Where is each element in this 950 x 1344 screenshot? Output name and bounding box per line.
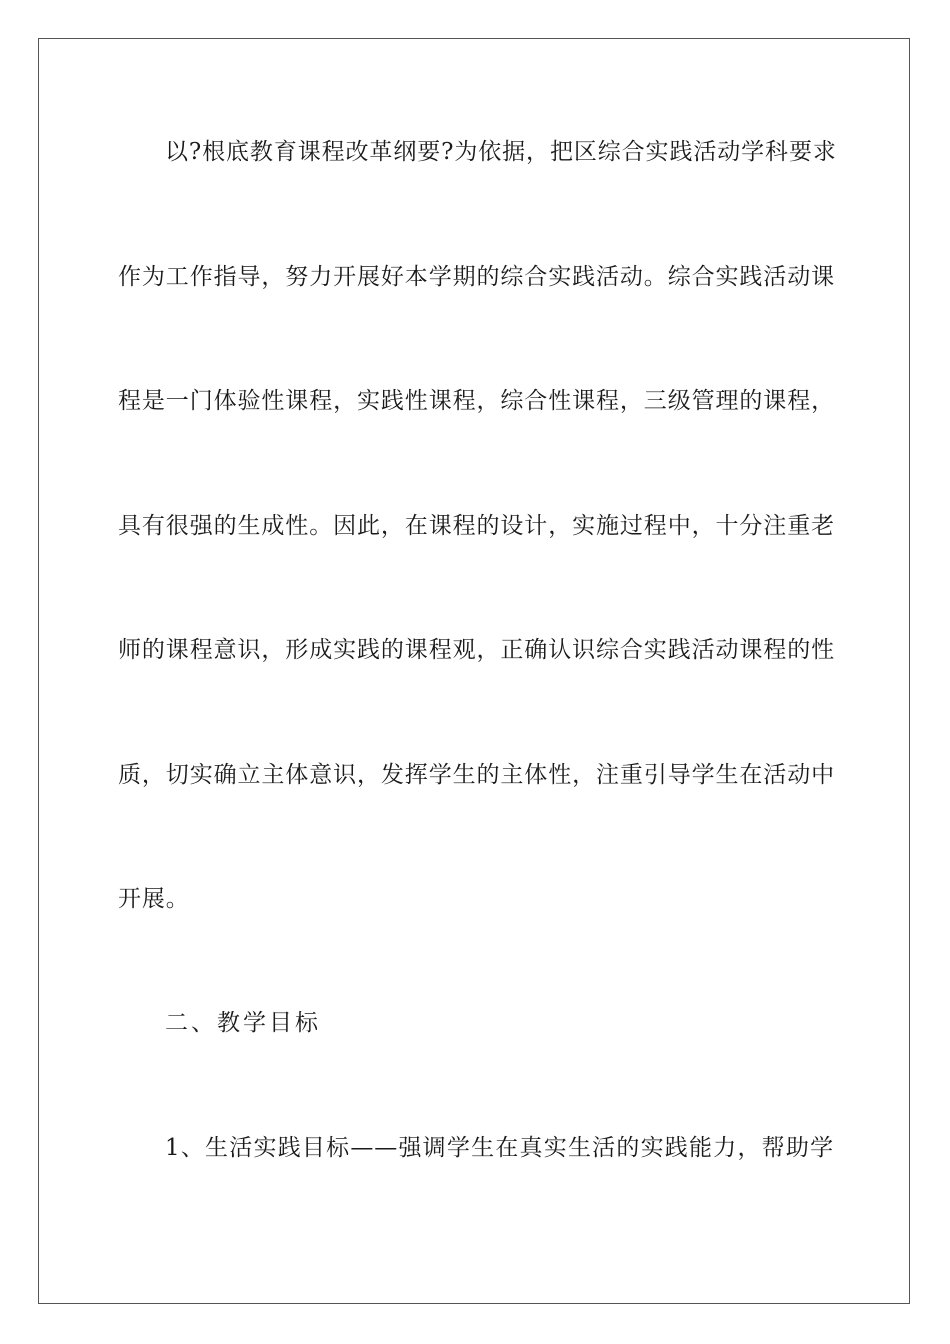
list-item-1-line: 1、生活实践目标——强调学生在真实生活的实践能力，帮助学 — [165, 1135, 834, 1161]
paragraph-line-2: 作为工作指导，努力开展好本学期的综合实践活动。综合实践活动课 — [118, 264, 835, 290]
paragraph-line-5: 师的课程意识，形成实践的课程观，正确认识综合实践活动课程的性 — [118, 637, 835, 663]
page-frame — [38, 38, 910, 1304]
paragraph-line-3: 程是一门体验性课程，实践性课程，综合性课程，三级管理的课程， — [118, 388, 835, 414]
paragraph-line-1: 以?根底教育课程改革纲要?为依据，把区综合实践活动学科要求 — [165, 139, 837, 165]
paragraph-line-4: 具有很强的生成性。因此，在课程的设计，实施过程中，十分注重老 — [118, 513, 835, 539]
paragraph-line-6: 质，切实确立主体意识，发挥学生的主体性，注重引导学生在活动中 — [118, 762, 835, 788]
paragraph-line-7: 开展。 — [118, 886, 190, 912]
section-heading: 二、教学目标 — [165, 1010, 321, 1036]
